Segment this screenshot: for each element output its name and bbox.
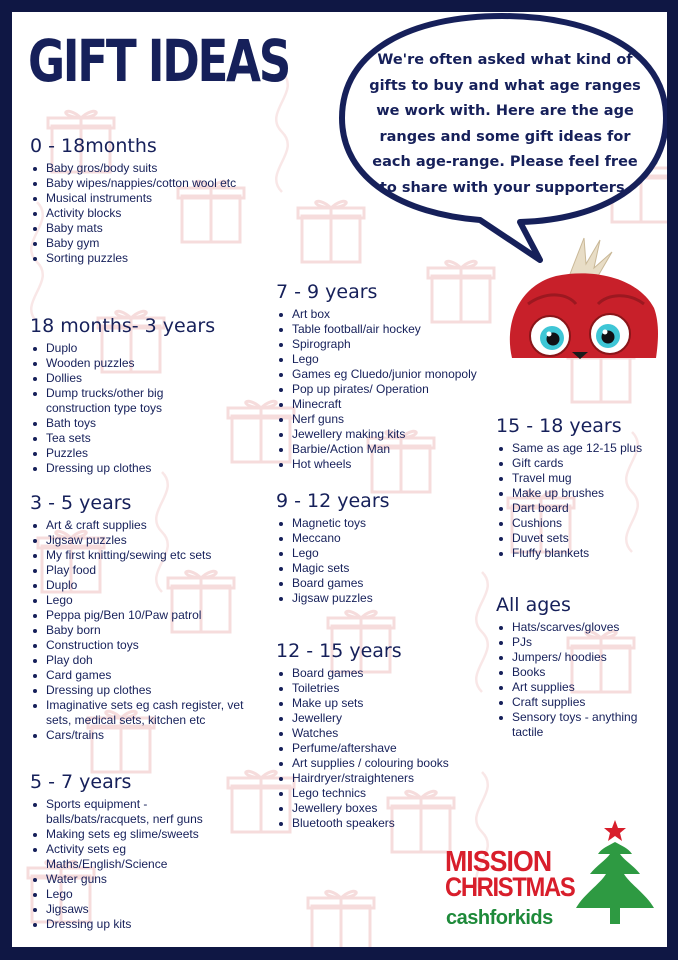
list-item: Minecraft (276, 397, 501, 412)
section-heading: 0 - 18months (30, 135, 157, 157)
list-item: Dollies (30, 371, 230, 386)
list-item: Art box (276, 307, 501, 322)
logo-text-mission: MISSION (445, 846, 552, 878)
section-5-7-years (30, 770, 235, 932)
list-item: Wooden puzzles (30, 356, 230, 371)
list-item: Make up sets (276, 696, 491, 711)
list-item: Dart board (496, 501, 661, 516)
intro-text: We're often asked what kind of gifts to buy and what age ranges we work with. Here are the age ranges and some gift ideas for each age-range. Please feel free to share with your supporters. (369, 52, 641, 196)
list-item: Activity blocks (30, 206, 245, 221)
list-item: Dressing up clothes (30, 461, 230, 476)
section-18-months-3-years (30, 314, 230, 476)
list-item: Perfume/aftershave (276, 741, 491, 756)
list-item: Books (496, 665, 656, 680)
list-item: Card games (30, 668, 270, 683)
list-item: Same as age 12-15 plus (496, 441, 661, 456)
list-item: Watches (276, 726, 491, 741)
list-item: Lego (30, 593, 270, 608)
list-item: Lego technics (276, 786, 491, 801)
list-item: Imaginative sets eg cash register, vet sets, medical sets, kitchen etc (30, 698, 270, 728)
list-item: Baby gym (30, 236, 245, 251)
list-item: Duvet sets (496, 531, 661, 546)
poster (12, 12, 667, 947)
list-item: Jigsaws (30, 902, 235, 917)
list-item: Jigsaw puzzles (276, 591, 491, 606)
list-item: Baby born (30, 623, 270, 638)
handprint-tree-icon (570, 818, 660, 938)
list-item: Games eg Cluedo/junior monopoly (276, 367, 501, 382)
list-item: Magnetic toys (276, 516, 491, 531)
list-item: Baby wipes/nappies/cotton wool etc (30, 176, 245, 191)
list-item: Sensory toys - anything tactile (496, 710, 656, 740)
section-12-15-years (276, 639, 491, 831)
list-item: Duplo (30, 578, 270, 593)
list-item: Board games (276, 666, 491, 681)
section-all-ages (496, 593, 656, 740)
list-item: Barbie/Action Man (276, 442, 501, 457)
logo-tagline: cashforkids (446, 907, 553, 929)
list-item: Board games (276, 576, 491, 591)
list-item: Peppa pig/Ben 10/Paw patrol (30, 608, 270, 623)
list-item: Art & craft supplies (30, 518, 270, 533)
list-item: Baby mats (30, 221, 245, 236)
section-0-18-months (30, 134, 245, 266)
list-item: Fluffy blankets (496, 546, 661, 561)
list-item: Spirograph (276, 337, 501, 352)
list-item: Art supplies / colouring books (276, 756, 491, 771)
list-item: PJs (496, 635, 656, 650)
section-heading: 9 - 12 years (276, 490, 390, 512)
list-item: Travel mug (496, 471, 661, 486)
section-heading: All ages (496, 594, 571, 616)
list-item: Water guns (30, 872, 235, 887)
list-item: Musical instruments (30, 191, 245, 206)
list-item: Sorting puzzles (30, 251, 245, 266)
list-item: Cushions (496, 516, 661, 531)
list-item: Lego (276, 546, 491, 561)
list-item: Dressing up kits (30, 917, 235, 932)
list-item: My first knitting/sewing etc sets (30, 548, 270, 563)
list-item: Toiletries (276, 681, 491, 696)
list-item: Jewellery (276, 711, 491, 726)
list-item: Play food (30, 563, 270, 578)
list-item: Table football/air hockey (276, 322, 501, 337)
list-item: Puzzles (30, 446, 230, 461)
list-item: Tea sets (30, 431, 230, 446)
red-bird-mascot-image (498, 234, 658, 359)
list-item: Bath toys (30, 416, 230, 431)
section-heading: 5 - 7 years (30, 771, 132, 793)
list-item: Craft supplies (496, 695, 656, 710)
list-item: Jumpers/ hoodies (496, 650, 656, 665)
list-item: Meccano (276, 531, 491, 546)
list-item: Jewellery boxes (276, 801, 491, 816)
list-item: Jewellery making kits (276, 427, 501, 442)
section-9-12-years (276, 489, 491, 606)
list-item: Nerf guns (276, 412, 501, 427)
list-item: Bluetooth speakers (276, 816, 491, 831)
logo-text-christmas: CHRISTMAS (445, 872, 575, 902)
section-heading: 12 - 15 years (276, 640, 402, 662)
list-item: Hot wheels (276, 457, 501, 472)
section-heading: 3 - 5 years (30, 492, 132, 514)
list-item: Baby gros/body suits (30, 161, 245, 176)
section-heading: 18 months- 3 years (30, 315, 216, 337)
list-item: Play doh (30, 653, 270, 668)
list-item: Cars/trains (30, 728, 270, 743)
list-item: Sports equipment - balls/bats/racquets, nerf guns (30, 797, 235, 827)
list-item: Dressing up clothes (30, 683, 270, 698)
list-item: Lego (276, 352, 501, 367)
list-item: Duplo (30, 341, 230, 356)
list-item: Activity sets eg Maths/English/Science (30, 842, 235, 872)
list-item: Construction toys (30, 638, 270, 653)
section-7-9-years (276, 280, 501, 472)
list-item: Magic sets (276, 561, 491, 576)
list-item: Jigsaw puzzles (30, 533, 270, 548)
list-item: Pop up pirates/ Operation (276, 382, 501, 397)
list-item: Dump trucks/other big construction type toys (30, 386, 230, 416)
list-item: Art supplies (496, 680, 656, 695)
list-item: Hats/scarves/gloves (496, 620, 656, 635)
section-heading: 15 - 18 years (496, 415, 622, 437)
list-item: Making sets eg slime/sweets (30, 827, 235, 842)
section-15-18-years (496, 414, 661, 561)
list-item: Make up brushes (496, 486, 661, 501)
page-title: GIFT IDEAS (28, 27, 289, 95)
section-heading: 7 - 9 years (276, 281, 378, 303)
section-3-5-years (30, 491, 270, 743)
list-item: Lego (30, 887, 235, 902)
list-item: Gift cards (496, 456, 661, 471)
list-item: Hairdryer/straighteners (276, 771, 491, 786)
